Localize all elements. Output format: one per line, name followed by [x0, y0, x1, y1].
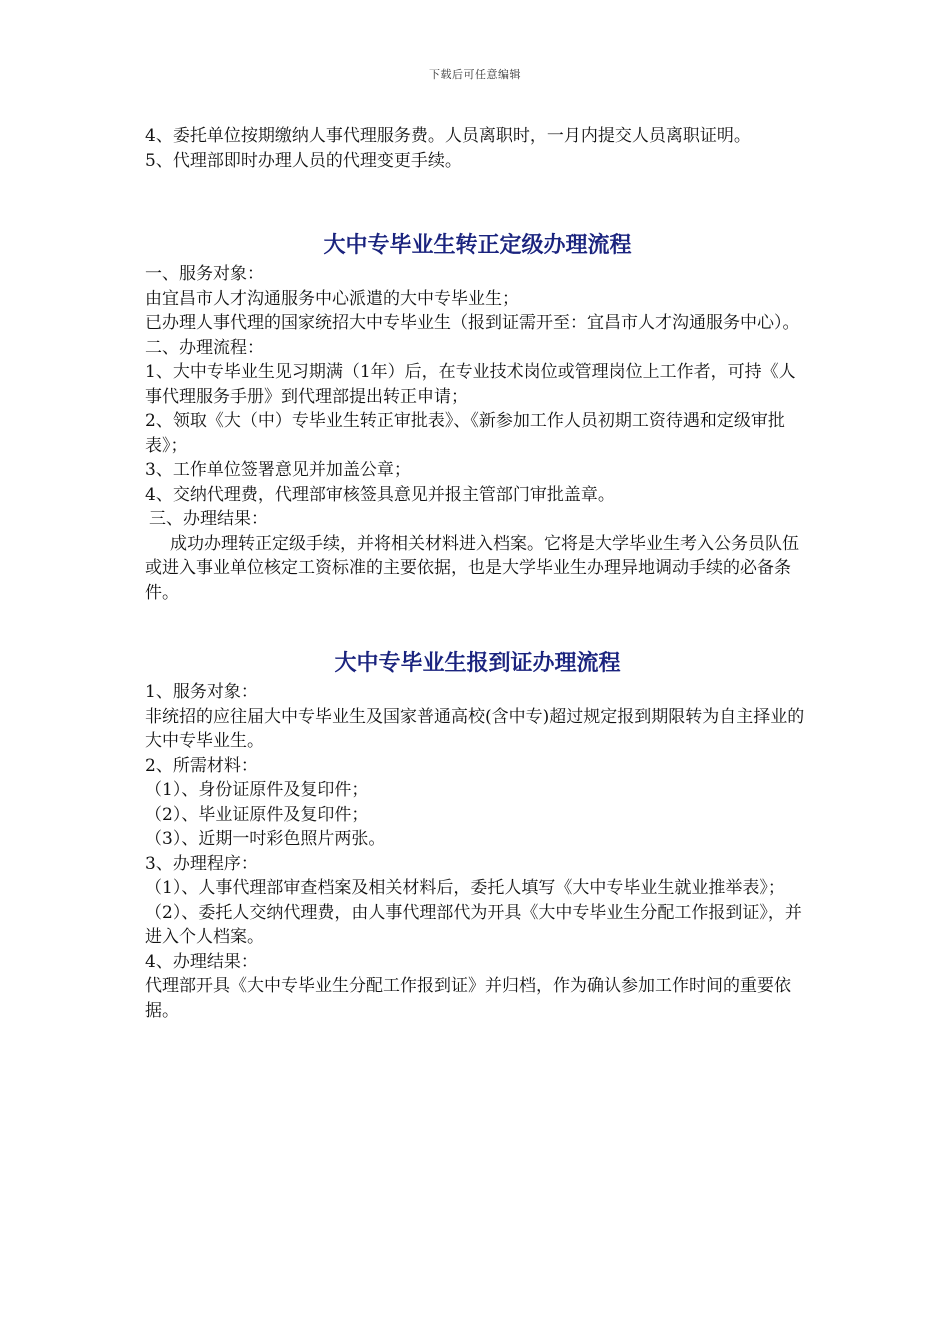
section1-process-step-2: 2、领取《大（中）专毕业生转正审批表》、《新参加工作人员初期工资待遇和定级审批表》；: [145, 411, 785, 456]
section1-service-item-2: 已办理人事代理的国家统招大中专毕业生（报到证需开至：宜昌市人才沟通服务中心）。: [145, 313, 800, 333]
section2-service-heading: 1、服务对象：: [145, 682, 258, 702]
section1-process-step-4: 4、交纳代理费，代理部审核签具意见并报主管部门审批盖章。: [145, 484, 615, 505]
section1-result-text: 成功办理转正定级手续，并将相关材料进入档案。它将是大学毕业生考入公务员队伍或进入事业单位核定工资标准的主要依据，也是大学毕业生办理异地调动手续的必备条件。: [145, 533, 799, 603]
section-spacer: [145, 173, 810, 231]
section2-service-text: 非统招的应往届大中专毕业生及国家普通高校(含中专)超过规定报到期限转为自主择业的大中专毕业生。: [145, 706, 805, 751]
section2-procedure-heading: 3、办理程序：: [145, 853, 258, 874]
section1-process-step-1: 1、大中专毕业生见习期满（1年）后，在专业技术岗位或管理岗位上工作者，可持《人事代理服务手册》到代理部提出转正申请；: [145, 362, 796, 407]
section2-procedure-step-1: （1）、人事代理部审查档案及相关材料后，委托人填写《大中专毕业生就业推举表》；: [145, 878, 785, 898]
section1-process-heading: 二、办理流程：: [145, 337, 264, 358]
document-body: [145, 124, 810, 1023]
section2-material-3: （3）、近期一吋彩色照片两张。: [145, 829, 386, 849]
section1-result-heading: 三、办理结果：: [149, 509, 268, 529]
section1-service-item-1: 由宜昌市人才沟通服务中心派遣的大中专毕业生；: [145, 288, 519, 309]
section2-result-text: 代理部开具《大中专毕业生分配工作报到证》并归档，作为确认参加工作时间的重要依据。: [145, 976, 791, 1021]
section2-result-heading: 4、办理结果：: [145, 951, 258, 972]
section1-service-heading: 一、服务对象：: [145, 264, 264, 284]
section2-materials-heading: 2、所需材料：: [145, 755, 258, 776]
intro-line-4: 4、委托单位按期缴纳人事代理服务费。人员离职时，一月内提交人员离职证明。: [145, 126, 751, 146]
section2-title: 大中专毕业生报到证办理流程: [334, 651, 621, 676]
section2-material-1: （1）、身份证原件及复印件；: [145, 780, 369, 800]
page-header-note: 下载后可任意编辑: [429, 68, 521, 81]
section-spacer: [145, 605, 810, 649]
section2-material-2: （2）、毕业证原件及复印件；: [145, 804, 369, 825]
section1-title: 大中专毕业生转正定级办理流程: [323, 233, 632, 258]
section1-process-step-3: 3、工作单位签署意见并加盖公章；: [145, 460, 411, 480]
section2-procedure-step-2: （2）、委托人交纳代理费，由人事代理部代为开具《大中专毕业生分配工作报到证》，并进入个人档案。: [145, 902, 802, 947]
intro-line-5: 5、代理部即时办理人员的代理变更手续。: [145, 150, 462, 171]
